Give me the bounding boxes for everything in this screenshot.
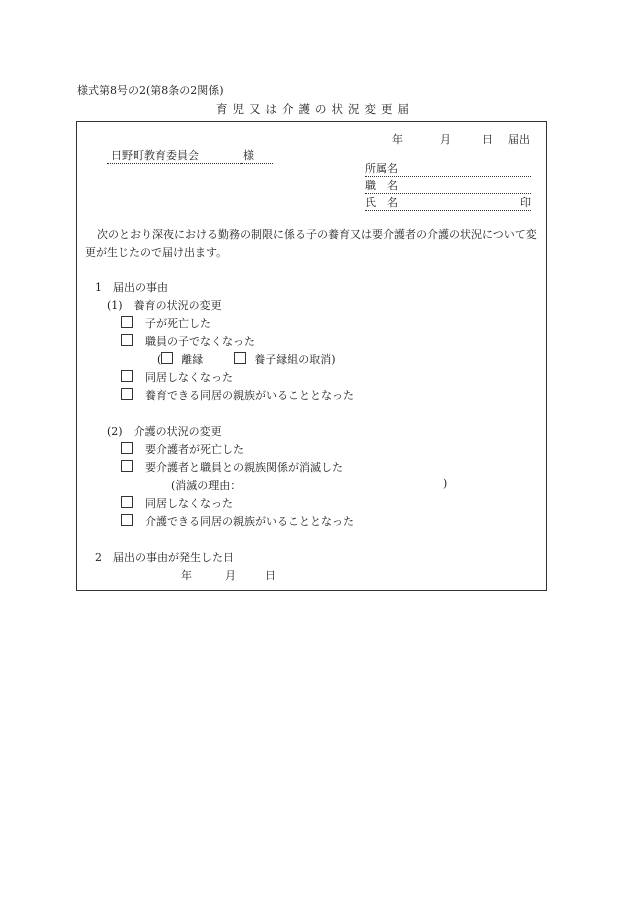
section1-sub1-heading: (1) 養育の状況の変更 [107,299,222,312]
occurrence-date[interactable] [181,567,276,583]
checkbox[interactable] [121,334,133,346]
options-open-paren: ( [157,353,162,366]
checkbox-item-not-child[interactable] [121,333,255,349]
addressee-name: 日野町教育委員会 [107,147,241,164]
affiliation-field[interactable] [365,160,531,177]
addressee-honorific: 様 [241,147,273,164]
checkbox-label: 要介護者が死亡した [145,443,244,456]
checkbox[interactable] [121,370,133,382]
section1-heading: 1 届出の事由 [95,281,168,294]
section1-sub2-heading: (2) 介護の状況の変更 [107,425,222,438]
form-number: 様式第8号の2(第8条の2関係) [77,84,224,97]
addressee [107,147,273,164]
seal-mark: 印 [520,196,531,209]
submission-date [392,131,530,147]
checkbox-item-child-died[interactable] [121,315,211,331]
checkbox-dissolution[interactable] [161,352,173,364]
option-adoption-cancel-label: 養子縁組の取消 [254,353,332,366]
checkbox-item-relation-ended[interactable] [121,459,343,475]
form-title: 育児又は介護の状況変更届 [216,102,414,116]
submission-month-label: 月 [440,133,451,146]
checkbox-item-not-cohabiting[interactable] [121,369,233,385]
form-frame [76,121,547,591]
option-dissolution-label: 離縁 [181,353,204,366]
options-close-paren: ) [331,353,336,366]
checkbox-item-care-not-cohabiting[interactable] [121,495,233,511]
checkbox-label: 子が死亡した [145,317,211,330]
checkbox-item-care-recipient-died[interactable] [121,441,244,457]
position-label: 職 名 [365,179,398,192]
submission-year-label: 年 [392,133,403,146]
submission-day-label: 日 [482,133,493,146]
checkbox-adoption-cancel[interactable] [234,352,246,364]
position-field[interactable] [365,177,531,194]
extinction-reason-close: ) [443,477,448,490]
checkbox-label: 職員の子でなくなった [145,335,255,348]
occurrence-year-label: 年 [181,569,192,582]
occurrence-month-label: 月 [225,569,236,582]
occurrence-day-label: 日 [265,569,276,582]
checkbox[interactable] [121,442,133,454]
checkbox-label: 同居しなくなった [145,371,233,384]
checkbox[interactable] [121,496,133,508]
reason-options [157,351,336,367]
checkbox-label: 介護できる同居の親族がいることとなった [145,515,354,528]
checkbox-item-relative-can-care[interactable] [121,513,354,529]
submission-label: 届出 [508,133,530,146]
checkbox[interactable] [121,388,133,400]
name-field[interactable] [365,194,531,211]
extinction-reason-label: (消滅の理由： [171,479,242,492]
checkbox[interactable] [121,514,133,526]
name-label: 氏 名 [365,196,398,209]
checkbox[interactable] [121,316,133,328]
intro-text: 次のとおり深夜における勤務の制限に係る子の養育又は要介護者の介護の状況について変更が生じたので届け出ます。 [85,228,537,259]
affiliation-label: 所属名 [365,162,398,175]
checkbox-label: 同居しなくなった [145,497,233,510]
checkbox-label: 養育できる同居の親族がいることとなった [145,389,354,402]
checkbox-item-relative-can-raise[interactable] [121,387,354,403]
section2-heading: 2 届出の事由が発生した日 [95,551,234,564]
checkbox[interactable] [121,460,133,472]
checkbox-label: 要介護者と職員との親族関係が消滅した [145,461,343,474]
